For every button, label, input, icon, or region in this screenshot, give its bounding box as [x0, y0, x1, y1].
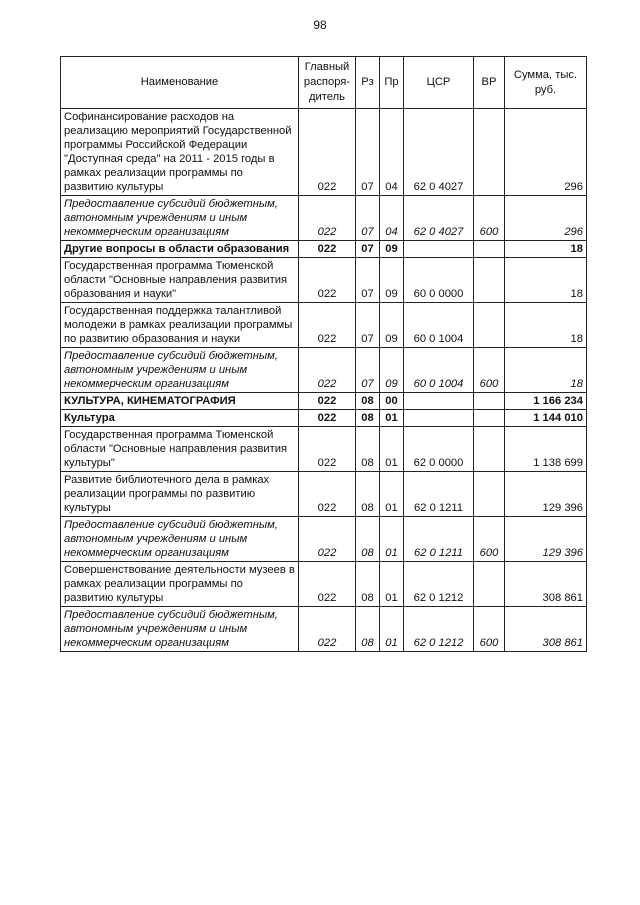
header-rz: Рз — [356, 57, 380, 109]
cell-vr — [474, 427, 505, 472]
cell-glavny: 022 — [299, 241, 356, 258]
cell-rz: 07 — [356, 241, 380, 258]
cell-csr: 62 0 0000 — [404, 427, 474, 472]
table-row — [61, 303, 587, 348]
cell-pr: 09 — [380, 258, 404, 303]
cell-sum: 129 396 — [505, 517, 587, 562]
cell-pr: 01 — [380, 607, 404, 652]
cell-pr: 04 — [380, 109, 404, 196]
cell-rz: 07 — [356, 303, 380, 348]
cell-vr — [474, 109, 505, 196]
cell-name: Государственная поддержка талантливой молодежи в рамках реализации программы по развитию образования и науки — [61, 303, 299, 348]
cell-csr: 62 0 1212 — [404, 607, 474, 652]
cell-rz: 07 — [356, 348, 380, 393]
cell-sum: 296 — [505, 196, 587, 241]
table-row — [61, 348, 587, 393]
cell-csr: 62 0 1212 — [404, 562, 474, 607]
cell-sum: 129 396 — [505, 472, 587, 517]
cell-vr — [474, 562, 505, 607]
table-header-row — [61, 57, 587, 109]
cell-glavny: 022 — [299, 410, 356, 427]
cell-csr: 62 0 4027 — [404, 196, 474, 241]
cell-pr: 01 — [380, 427, 404, 472]
cell-name: КУЛЬТУРА, КИНЕМАТОГРАФИЯ — [61, 393, 299, 410]
cell-csr: 62 0 1211 — [404, 517, 474, 562]
cell-vr: 600 — [474, 517, 505, 562]
header-csr: ЦСР — [404, 57, 474, 109]
cell-pr: 09 — [380, 241, 404, 258]
cell-vr: 600 — [474, 196, 505, 241]
cell-pr: 01 — [380, 517, 404, 562]
cell-rz: 08 — [356, 517, 380, 562]
cell-rz: 08 — [356, 562, 380, 607]
header-vr: ВР — [474, 57, 505, 109]
table-row — [61, 410, 587, 427]
cell-name: Государственная программа Тюменской области "Основные направления развития культуры" — [61, 427, 299, 472]
cell-glavny: 022 — [299, 607, 356, 652]
table-row — [61, 562, 587, 607]
cell-glavny: 022 — [299, 258, 356, 303]
cell-pr: 04 — [380, 196, 404, 241]
cell-sum: 18 — [505, 258, 587, 303]
cell-name: Предоставление субсидий бюджетным, автономным учреждениям и иным некоммерческим организациям — [61, 517, 299, 562]
cell-vr — [474, 410, 505, 427]
cell-name: Предоставление субсидий бюджетным, автономным учреждениям и иным некоммерческим организациям — [61, 348, 299, 393]
table-row — [61, 258, 587, 303]
cell-csr: 60 0 1004 — [404, 303, 474, 348]
cell-rz: 08 — [356, 410, 380, 427]
cell-pr: 09 — [380, 303, 404, 348]
cell-vr — [474, 303, 505, 348]
cell-name: Софинансирование расходов на реализацию мероприятий Государственной программы Российской Федерации "Доступная среда" на 2011 - 2015 годы в рамках реализации программы по развитию культуры — [61, 109, 299, 196]
cell-name: Культура — [61, 410, 299, 427]
cell-sum: 1 138 699 — [505, 427, 587, 472]
cell-vr: 600 — [474, 348, 505, 393]
cell-csr: 62 0 1211 — [404, 472, 474, 517]
header-sum: Сумма, тыс. руб. — [505, 57, 587, 109]
table-row — [61, 607, 587, 652]
cell-csr — [404, 410, 474, 427]
cell-pr: 01 — [380, 562, 404, 607]
table-row — [61, 393, 587, 410]
cell-rz: 08 — [356, 393, 380, 410]
cell-glavny: 022 — [299, 472, 356, 517]
cell-csr — [404, 393, 474, 410]
table-row — [61, 196, 587, 241]
cell-sum: 18 — [505, 348, 587, 393]
table-row — [61, 472, 587, 517]
table-row — [61, 109, 587, 196]
cell-sum: 18 — [505, 241, 587, 258]
cell-rz: 07 — [356, 258, 380, 303]
table-row — [61, 517, 587, 562]
cell-name: Развитие библиотечного дела в рамках реализации программы по развитию культуры — [61, 472, 299, 517]
cell-rz: 07 — [356, 109, 380, 196]
cell-name: Предоставление субсидий бюджетным, автономным учреждениям и иным некоммерческим организациям — [61, 196, 299, 241]
cell-glavny: 022 — [299, 196, 356, 241]
cell-pr: 00 — [380, 393, 404, 410]
budget-table — [60, 56, 587, 652]
cell-csr: 60 0 0000 — [404, 258, 474, 303]
cell-rz: 08 — [356, 607, 380, 652]
cell-pr: 09 — [380, 348, 404, 393]
cell-vr — [474, 393, 505, 410]
header-name: Наименование — [61, 57, 299, 109]
cell-sum: 308 861 — [505, 607, 587, 652]
cell-vr — [474, 472, 505, 517]
cell-glavny: 022 — [299, 427, 356, 472]
cell-sum: 296 — [505, 109, 587, 196]
cell-vr — [474, 241, 505, 258]
cell-sum: 1 144 010 — [505, 410, 587, 427]
cell-name: Другие вопросы в области образования — [61, 241, 299, 258]
cell-vr: 600 — [474, 607, 505, 652]
cell-sum: 18 — [505, 303, 587, 348]
cell-pr: 01 — [380, 472, 404, 517]
cell-glavny: 022 — [299, 303, 356, 348]
cell-name: Предоставление субсидий бюджетным, автономным учреждениям и иным некоммерческим организациям — [61, 607, 299, 652]
cell-name: Совершенствование деятельности музеев в рамках реализации программы по развитию культуры — [61, 562, 299, 607]
cell-rz: 08 — [356, 427, 380, 472]
table-row — [61, 241, 587, 258]
cell-rz: 08 — [356, 472, 380, 517]
cell-csr: 60 0 1004 — [404, 348, 474, 393]
cell-rz: 07 — [356, 196, 380, 241]
cell-glavny: 022 — [299, 109, 356, 196]
cell-glavny: 022 — [299, 562, 356, 607]
cell-glavny: 022 — [299, 517, 356, 562]
cell-glavny: 022 — [299, 348, 356, 393]
page-number: 98 — [313, 18, 327, 32]
cell-pr: 01 — [380, 410, 404, 427]
cell-name: Государственная программа Тюменской области "Основные направления развития образования и науки" — [61, 258, 299, 303]
header-pr: Пр — [380, 57, 404, 109]
cell-sum: 308 861 — [505, 562, 587, 607]
header-glavny: Главный распоря-дитель — [299, 57, 356, 109]
cell-csr — [404, 241, 474, 258]
cell-sum: 1 166 234 — [505, 393, 587, 410]
cell-glavny: 022 — [299, 393, 356, 410]
table-row — [61, 427, 587, 472]
cell-vr — [474, 258, 505, 303]
cell-csr: 62 0 4027 — [404, 109, 474, 196]
